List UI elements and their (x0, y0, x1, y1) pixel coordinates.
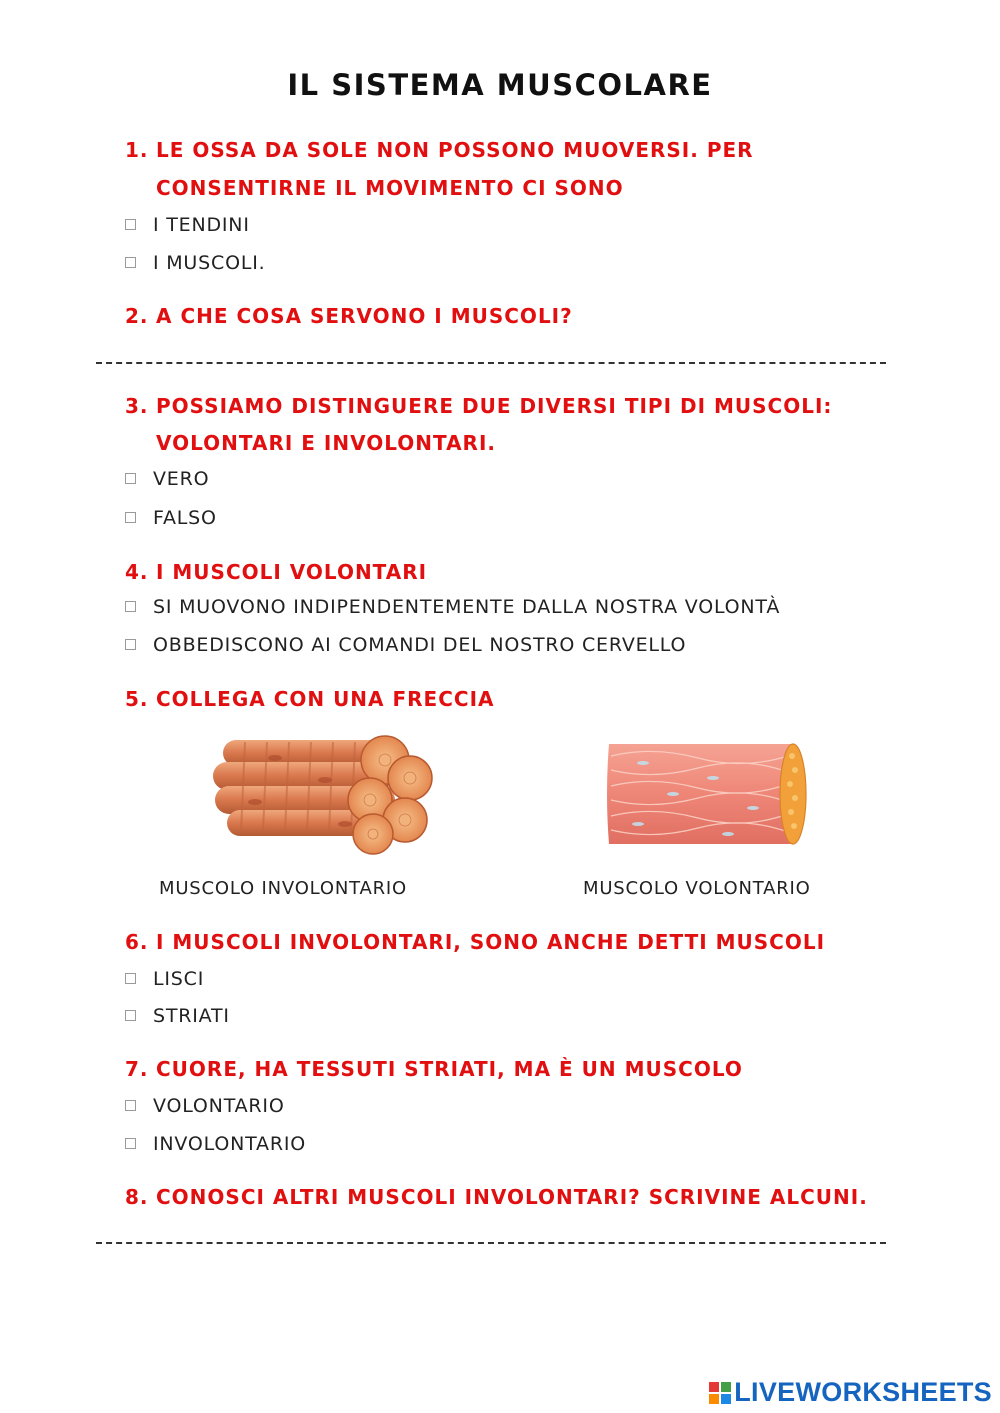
answer-line[interactable] (96, 362, 886, 364)
checkbox[interactable] (125, 512, 136, 523)
option-row[interactable] (125, 596, 780, 618)
question-number: 1. (125, 138, 149, 162)
option-label: I TENDINI (153, 214, 250, 236)
caption-left: MUSCOLO INVOLONTARIO (159, 878, 407, 899)
striated-muscle-image (205, 728, 440, 858)
option-label: INVOLONTARIO (153, 1133, 306, 1155)
checkbox[interactable] (125, 601, 136, 612)
checkbox[interactable] (125, 639, 136, 650)
logo-text: LIVEWORKSHEETS (734, 1377, 992, 1407)
question-text: COLLEGA CON UNA FRECCIA (156, 687, 495, 711)
question-text: I MUSCOLI INVOLONTARI, SONO ANCHE DETTI MUSCOLI (156, 930, 826, 954)
checkbox[interactable] (125, 1010, 136, 1021)
question-number: 4. (125, 560, 149, 584)
option-row[interactable] (125, 968, 204, 990)
option-label: FALSO (153, 507, 217, 529)
liveworksheets-logo (709, 1377, 992, 1408)
question-text-continued: VOLONTARI E INVOLONTARI. (156, 431, 496, 455)
question-text: A CHE COSA SERVONO I MUSCOLI? (156, 304, 573, 328)
question-number: 6. (125, 930, 149, 954)
question-number: 5. (125, 687, 149, 711)
option-row[interactable] (125, 252, 265, 274)
option-row[interactable] (125, 1133, 306, 1155)
option-label: STRIATI (153, 1005, 230, 1027)
question-number: 7. (125, 1057, 149, 1081)
smooth-muscle-image (603, 738, 808, 850)
question-text: LE OSSA DA SOLE NON POSSONO MUOVERSI. PER (156, 138, 754, 162)
question-text: CONOSCI ALTRI MUSCOLI INVOLONTARI? SCRIVINE ALCUNI. (156, 1185, 868, 1209)
question-number: 8. (125, 1185, 149, 1209)
checkbox[interactable] (125, 1100, 136, 1111)
checkbox[interactable] (125, 473, 136, 484)
checkbox[interactable] (125, 257, 136, 268)
caption-right: MUSCOLO VOLONTARIO (583, 878, 811, 899)
option-label: SI MUOVONO INDIPENDENTEMENTE DALLA NOSTRA VOLONTÀ (153, 596, 781, 618)
option-label: VERO (153, 468, 210, 490)
question-text: CUORE, HA TESSUTI STRIATI, MA È UN MUSCOLO (156, 1057, 743, 1081)
option-label: OBBEDISCONO AI COMANDI DEL NOSTRO CERVELLO (153, 634, 687, 656)
option-label: LISCI (153, 968, 205, 990)
page-title: IL SISTEMA MUSCOLARE (287, 68, 713, 102)
option-row[interactable] (125, 507, 217, 529)
checkbox[interactable] (125, 1138, 136, 1149)
option-label: VOLONTARIO (153, 1095, 285, 1117)
logo-blocks-icon (709, 1382, 731, 1404)
checkbox[interactable] (125, 219, 136, 230)
question-number: 2. (125, 304, 149, 328)
answer-line[interactable] (96, 1242, 886, 1244)
question-text-continued: CONSENTIRNE IL MOVIMENTO CI SONO (156, 176, 624, 200)
option-row[interactable] (125, 634, 686, 656)
option-row[interactable] (125, 1095, 285, 1117)
checkbox[interactable] (125, 973, 136, 984)
question-number: 3. (125, 394, 149, 418)
option-label: I MUSCOLI. (153, 252, 266, 274)
question-text: POSSIAMO DISTINGUERE DUE DIVERSI TIPI DI MUSCOLI: (156, 394, 833, 418)
option-row[interactable] (125, 214, 250, 236)
option-row[interactable] (125, 1005, 230, 1027)
option-row[interactable] (125, 468, 209, 490)
question-text: I MUSCOLI VOLONTARI (156, 560, 428, 584)
